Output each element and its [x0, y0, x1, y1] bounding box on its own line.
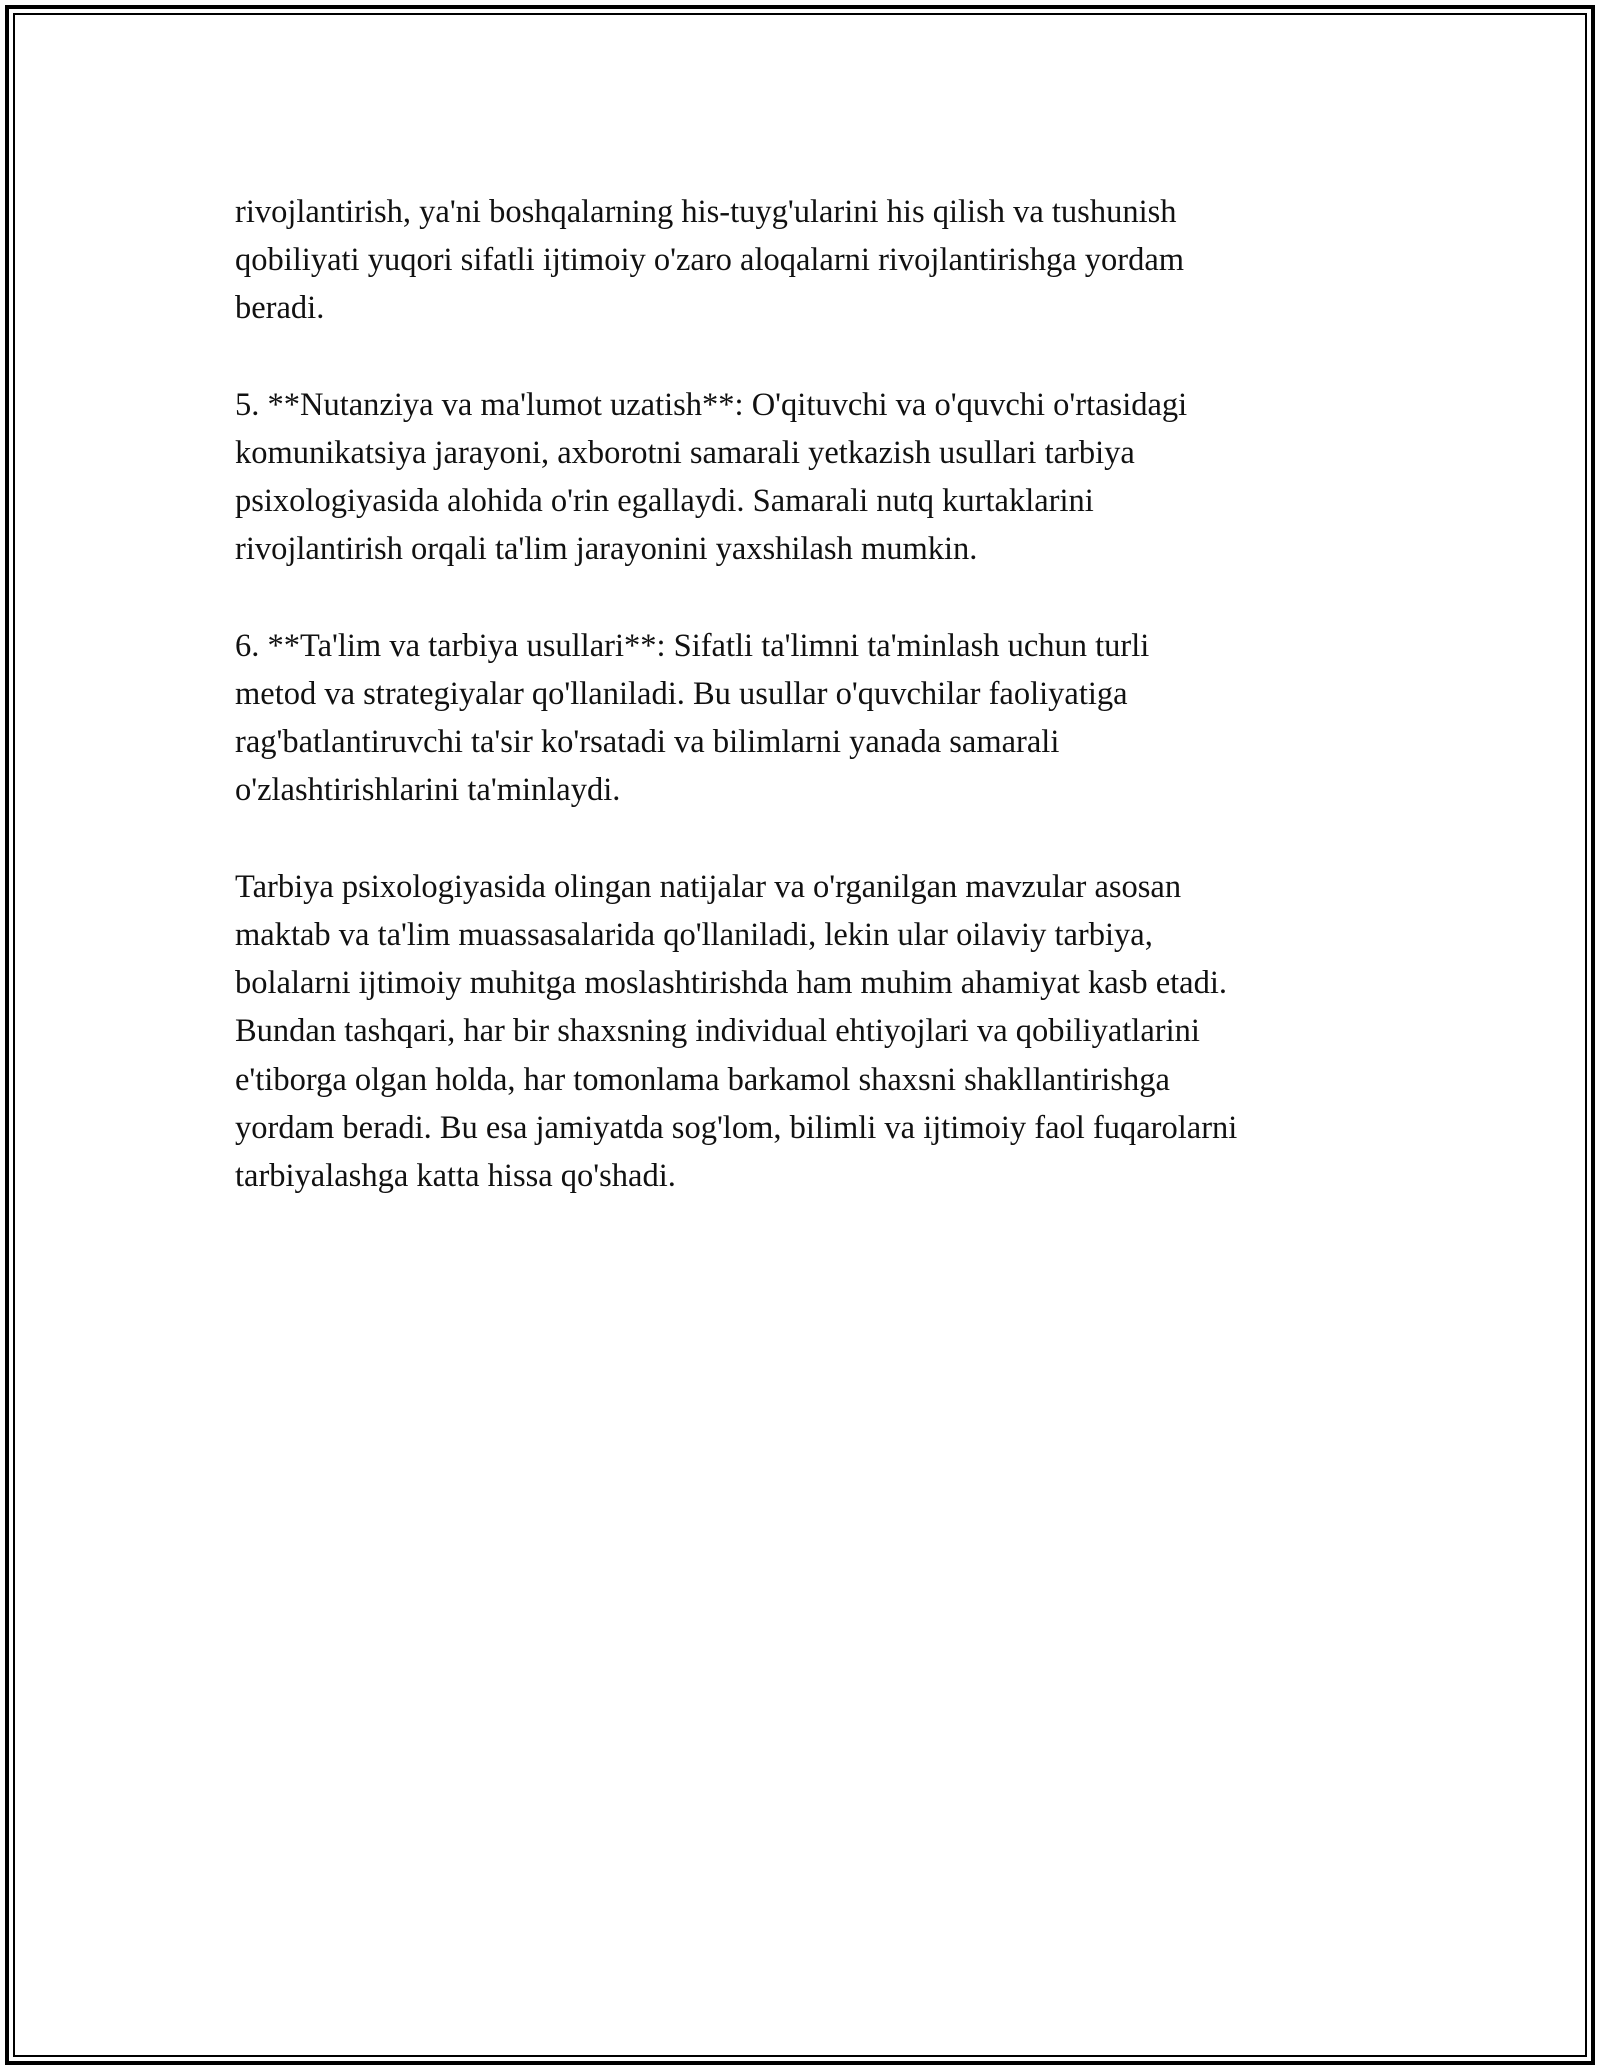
text-line: bolalarni ijtimoiy muhitga moslashtirishda ham muhim ahamiyat kasb etadi.	[235, 965, 1227, 1002]
text-line: tarbiyalashga katta hissa qo'shadi.	[235, 1158, 676, 1195]
paragraph-continuation	[235, 188, 1395, 333]
text-line: Tarbiya psixologiyasida olingan natijalar va o'rganilgan mavzular asosan	[235, 868, 1182, 905]
paragraph-conclusion	[235, 863, 1395, 1200]
text-line: komunikatsiya jarayoni, axborotni samarali yetkazish usullari tarbiya	[235, 435, 1135, 471]
text-line: 6. **Ta'lim va tarbiya usullari**: Sifatli ta'limni ta'minlash uchun turli	[235, 627, 1150, 664]
text-line: rivojlantirish orqali ta'lim jarayonini yaxshilash mumkin.	[235, 531, 978, 568]
text-line: maktab va ta'lim muassasalarida qo'llaniladi, lekin ular oilaviy tarbiya,	[235, 917, 1153, 953]
text-line: rag'batlantiruvchi ta'sir ko'rsatadi va bilimlarni yanada samarali	[235, 724, 1060, 761]
text-line: beradi.	[235, 290, 325, 327]
text-line: metod va strategiyalar qo'llaniladi. Bu usullar o'quvchilar faoliyatiga	[235, 676, 1128, 712]
text-line: psixologiyasida alohida o'rin egallaydi. Samarali nutq kurtaklarini	[235, 483, 1094, 520]
document-body	[235, 188, 1395, 1248]
text-line: qobiliyati yuqori sifatli ijtimoiy o'zaro aloqalarni rivojlantirishga yordam	[235, 242, 1185, 279]
text-line: rivojlantirish, ya'ni boshqalarning his-tuyg'ularini his qilish va tushunish	[235, 194, 1177, 230]
paragraph-item-5	[235, 381, 1395, 574]
text-line: 5. **Nutanziya va ma'lumot uzatish**: O'qituvchi va o'quvchi o'rtasidagi	[235, 386, 1188, 423]
paragraph-item-6	[235, 622, 1395, 815]
text-line: yordam beradi. Bu esa jamiyatda sog'lom, bilimli va ijtimoiy faol fuqarolarni	[235, 1109, 1238, 1146]
text-line: e'tiborga olgan holda, har tomonlama barkamol shaxsni shakllantirishga	[235, 1061, 1170, 1098]
text-line: Bundan tashqari, har bir shaxsning individual ehtiyojlari va qobiliyatlarini	[235, 1013, 1200, 1050]
text-line: o'zlashtirishlarini ta'minlaydi.	[235, 772, 621, 809]
